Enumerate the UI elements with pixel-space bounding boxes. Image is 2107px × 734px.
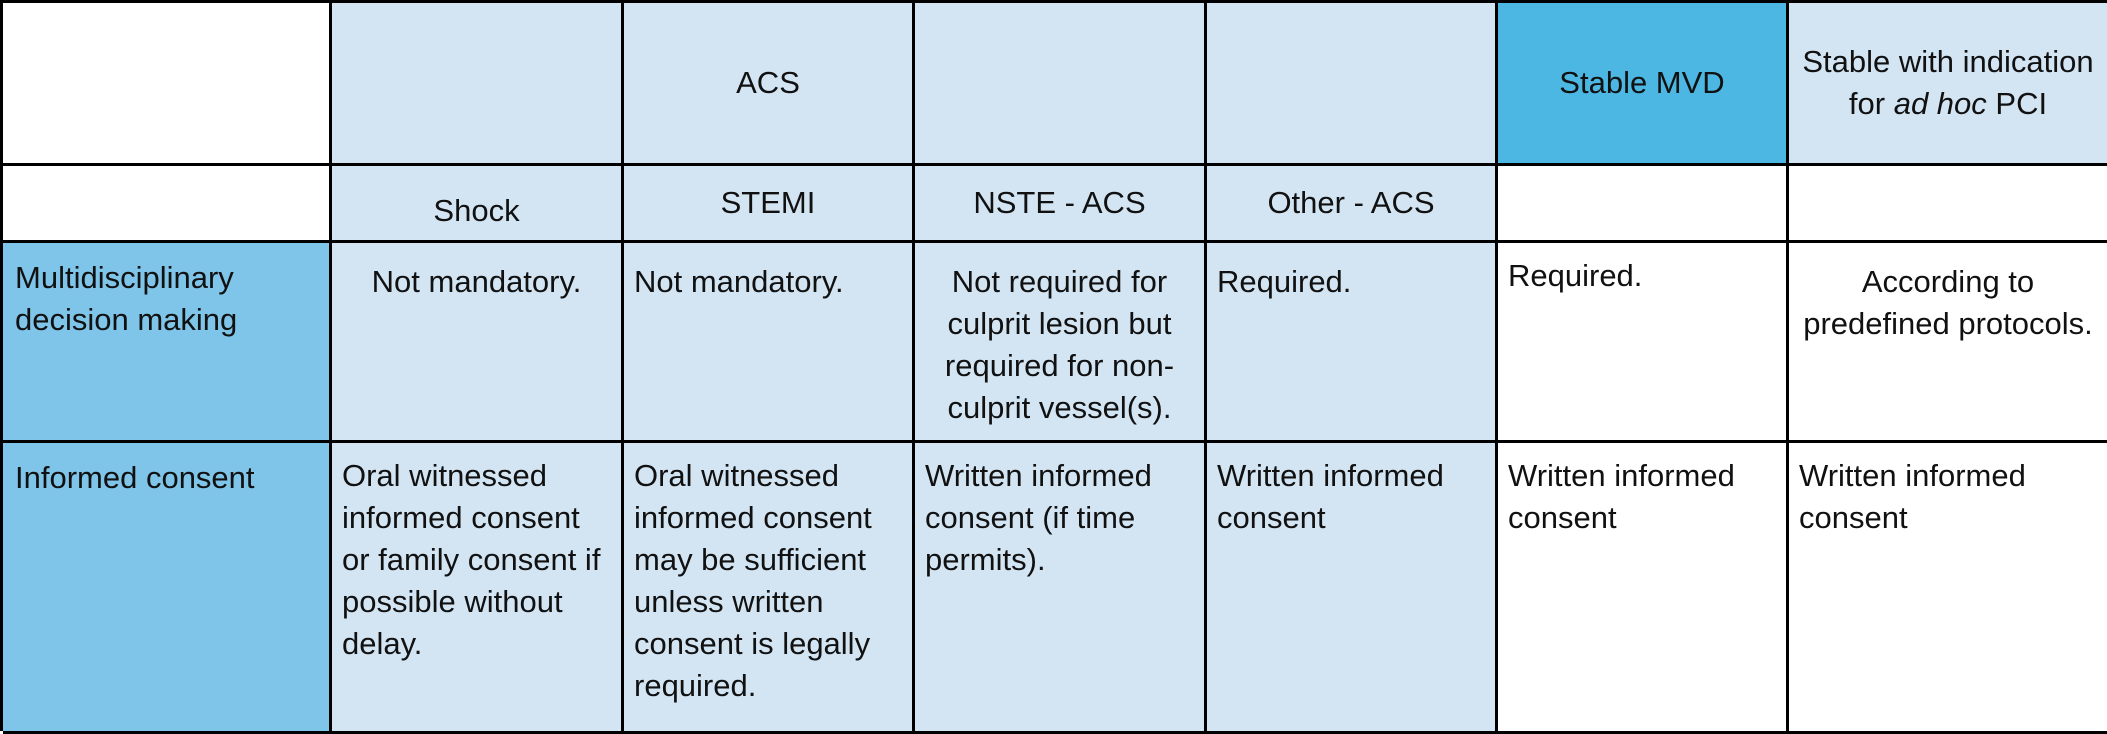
subheader-stable-mvd-cell [1498,166,1789,243]
subheader-nste-acs-cell [915,166,1207,243]
cell-consent-stemi: Oral witnessed informed consent may be sufficient unless written consent is legally required. [624,443,915,734]
cell-multidisciplinary-stemi: Not mandatory. [624,243,915,443]
header-acs-nste-cell [915,3,1207,166]
header-stable-adhoc-em: ad hoc [1893,86,1987,121]
cell-multidisciplinary-stable-adhoc: According to predefined protocols. [1789,243,2107,443]
header-acs-shock-cell [332,3,624,166]
subheader-shock-label: Shock [433,193,520,228]
subheader-stemi-label: STEMI [720,185,816,220]
header-stable-adhoc-label [1797,41,2099,125]
header-acs-label: ACS [736,65,800,100]
header-acs-other-cell [1207,3,1498,166]
row-label-informed-consent: Informed consent [3,443,332,734]
cell-consent-nste-acs: Written informed consent (if time permits). [915,443,1207,734]
subheader-nste-acs-label: NSTE - ACS [973,185,1146,220]
cell-consent-stable-adhoc: Written informed consent [1789,443,2107,734]
subheader-stemi-cell [624,166,915,243]
cell-multidisciplinary-shock: Not mandatory. [332,243,624,443]
header-stable-adhoc-cell [1789,3,2107,166]
header-corner-cell [3,3,332,166]
header-stable-mvd-label: Stable MVD [1559,65,1725,100]
header-stable-adhoc-pre: Stable with indication for [1802,44,2094,121]
cell-consent-shock: Oral witnessed informed consent or family consent if possible without delay. [332,443,624,734]
subheader-shock-cell [332,166,624,243]
subheader-stable-adhoc-cell [1789,166,2107,243]
header-stable-adhoc-post: PCI [1986,86,2048,121]
cell-multidisciplinary-stable-mvd: Required. [1498,243,1789,443]
cell-consent-other-acs: Written informed consent [1207,443,1498,734]
header-acs-group-cell [624,3,915,166]
subheader-other-acs-cell [1207,166,1498,243]
row-label-multidisciplinary: Multidisciplinary decision making [3,243,332,443]
header-stable-mvd-cell [1498,3,1789,166]
cell-multidisciplinary-other-acs: Required. [1207,243,1498,443]
cell-consent-stable-mvd: Written informed consent [1498,443,1789,734]
subheader-other-acs-label: Other - ACS [1267,185,1435,220]
cell-multidisciplinary-nste-acs: Not required for culprit lesion but required for non-culprit vessel(s). [915,243,1207,443]
subheader-corner-cell [3,166,332,243]
